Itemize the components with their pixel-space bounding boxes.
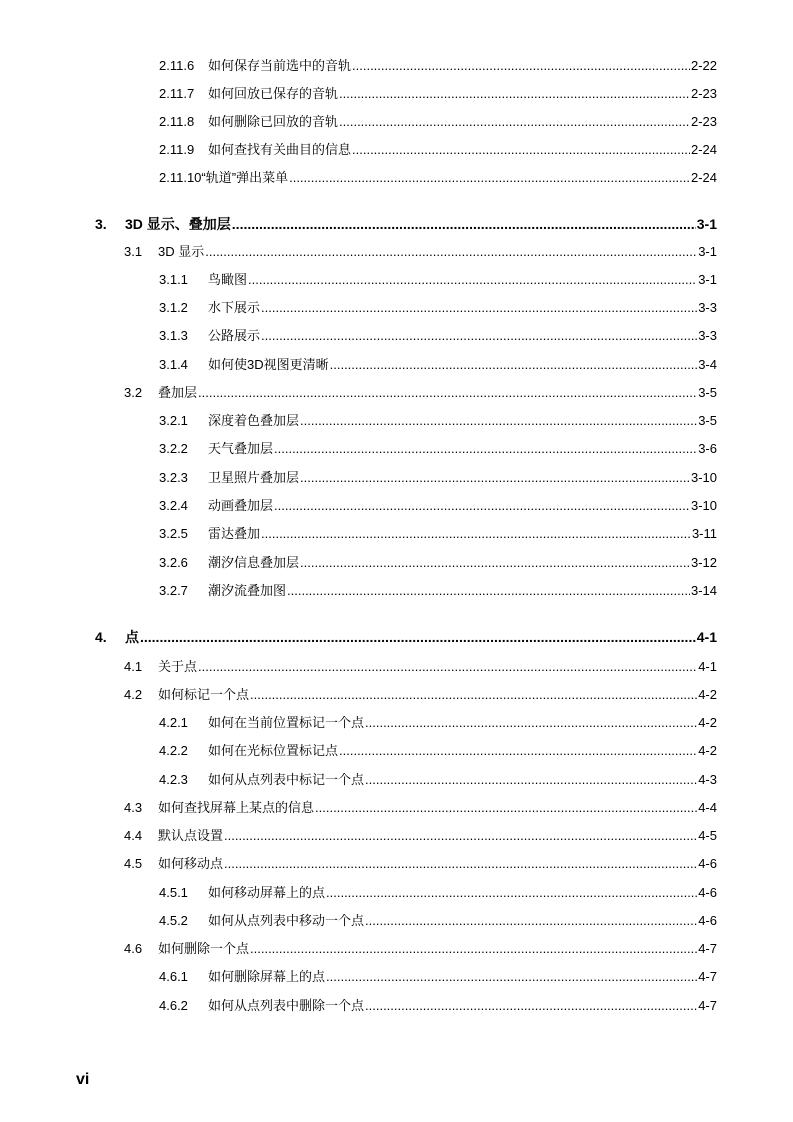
toc-leader-dots bbox=[140, 629, 696, 645]
toc-entry-title: 默认点设置 bbox=[158, 828, 224, 843]
toc-entry-number: 3.2 bbox=[124, 385, 143, 400]
toc-entry-title: 叠加层 bbox=[158, 385, 198, 400]
toc-entry[interactable] bbox=[159, 913, 717, 929]
toc-entry-title: 如何在当前位置标记一个点 bbox=[208, 715, 365, 730]
toc-entry-page: 3-6 bbox=[698, 441, 717, 456]
toc-entry-title: 如何删除屏幕上的点 bbox=[208, 969, 326, 984]
toc-entry-title: 水下展示 bbox=[208, 300, 261, 315]
toc-entry-title: 如何查找有关曲目的信息 bbox=[208, 142, 352, 157]
toc-entry-number: 3.1.2 bbox=[159, 300, 188, 315]
toc-entry-page: 4-7 bbox=[698, 998, 717, 1013]
toc-entry-number: 3.1.3 bbox=[159, 328, 188, 343]
toc-entry-page: 4-2 bbox=[698, 715, 717, 730]
toc-entry[interactable] bbox=[159, 498, 717, 514]
toc-leader-dots bbox=[198, 385, 697, 401]
toc-entry[interactable] bbox=[159, 86, 717, 102]
toc-entry-page: 3-4 bbox=[698, 357, 717, 372]
toc-entry-number: 4.2 bbox=[124, 687, 143, 702]
toc-leader-dots bbox=[224, 856, 697, 872]
toc-entry-number: 4.4 bbox=[124, 828, 143, 843]
toc-entry-page: 4-1 bbox=[696, 629, 717, 645]
toc-entry-title: 点 bbox=[125, 629, 139, 645]
toc-entry-title: 深度着色叠加层 bbox=[208, 413, 300, 428]
toc-entry-page: 4-7 bbox=[698, 969, 717, 984]
toc-leader-dots bbox=[300, 470, 690, 486]
toc-leader-dots bbox=[287, 583, 690, 599]
toc-entry-page: 4-2 bbox=[698, 743, 717, 758]
toc-entry[interactable] bbox=[159, 885, 717, 901]
toc-entry-title: 潮汐信息叠加层 bbox=[208, 555, 300, 570]
toc-entry-number: 3.1.1 bbox=[159, 272, 188, 287]
toc-entry[interactable] bbox=[159, 470, 717, 486]
toc-entry-page: 4-6 bbox=[698, 913, 717, 928]
toc-entry-title: 卫星照片叠加层 bbox=[208, 470, 300, 485]
toc-entry-page: 4-5 bbox=[698, 828, 717, 843]
toc-entry-page: 3-14 bbox=[690, 583, 717, 598]
toc-entry-page: 4-6 bbox=[698, 856, 717, 871]
toc-entry-title: 如何保存当前选中的音轨 bbox=[208, 58, 352, 73]
toc-entry[interactable] bbox=[124, 687, 717, 703]
toc-leader-dots bbox=[261, 328, 697, 344]
toc-leader-dots bbox=[198, 659, 697, 675]
toc-entry-page: 3-3 bbox=[698, 300, 717, 315]
toc-entry-title: 如何标记一个点 bbox=[158, 687, 250, 702]
toc-entry-page: 3-1 bbox=[698, 272, 717, 287]
toc-entry[interactable] bbox=[159, 114, 717, 130]
toc-leader-dots bbox=[250, 687, 697, 703]
toc-entry[interactable] bbox=[159, 441, 717, 457]
toc-entry-page: 3-1 bbox=[698, 244, 717, 259]
toc-entry-number: 3.2.5 bbox=[159, 526, 188, 541]
toc-leader-dots bbox=[205, 244, 697, 260]
toc-entry-number: 3.2.1 bbox=[159, 413, 188, 428]
toc-entry[interactable] bbox=[159, 772, 717, 788]
toc-entry-title: 如何在光标位置标记点 bbox=[208, 743, 339, 758]
toc-leader-dots bbox=[339, 743, 697, 759]
toc-leader-dots bbox=[315, 800, 697, 816]
toc-entry-number: 4.3 bbox=[124, 800, 143, 815]
toc-entry[interactable] bbox=[159, 715, 717, 731]
toc-entry-title: 如何从点列表中移动一个点 bbox=[208, 913, 365, 928]
toc-leader-dots bbox=[365, 913, 697, 929]
toc-leader-dots bbox=[232, 216, 696, 232]
toc-entry[interactable] bbox=[159, 272, 717, 288]
toc-entry-number: 3.2.4 bbox=[159, 498, 188, 513]
toc-entry-page: 3-3 bbox=[698, 328, 717, 343]
toc-entry-title: 鸟瞰图 bbox=[208, 272, 248, 287]
toc-entry-number: 2.11.7 bbox=[159, 86, 195, 101]
toc-leader-dots bbox=[365, 715, 697, 731]
toc-entry-title: 如何删除已回放的音轨 bbox=[208, 114, 339, 129]
toc-entry-page: 3-10 bbox=[690, 470, 717, 485]
toc-entry-title: 如何从点列表中标记一个点 bbox=[208, 772, 365, 787]
toc-entry-number: 3.2.6 bbox=[159, 555, 188, 570]
toc-entry[interactable] bbox=[159, 142, 717, 158]
toc-leader-dots bbox=[250, 941, 697, 957]
toc-entry-page: 3-5 bbox=[698, 413, 717, 428]
toc-entry-page: 3-11 bbox=[691, 526, 717, 541]
toc-entry[interactable] bbox=[159, 357, 717, 373]
toc-leader-dots bbox=[339, 114, 690, 130]
toc-entry[interactable] bbox=[124, 856, 717, 872]
toc-entry-title: 天气叠加层 bbox=[208, 441, 274, 456]
toc-entry[interactable] bbox=[159, 743, 717, 759]
toc-entry-page: 3-1 bbox=[696, 216, 717, 232]
toc-entry-title: 如何从点列表中删除一个点 bbox=[208, 998, 365, 1013]
toc-entry-title: 如何查找屏幕上某点的信息 bbox=[158, 800, 315, 815]
toc-entry-number: 4.5 bbox=[124, 856, 143, 871]
toc-entry-number: 4.6.1 bbox=[159, 969, 188, 984]
toc-entry[interactable] bbox=[159, 300, 717, 316]
toc-entry-page: 4-2 bbox=[698, 687, 717, 702]
toc-leader-dots bbox=[339, 86, 690, 102]
toc-entry-title: 关于点 bbox=[158, 659, 198, 674]
toc-entry-page: 2-24 bbox=[690, 142, 717, 157]
toc-entry[interactable] bbox=[159, 58, 717, 74]
toc-leader-dots bbox=[274, 498, 690, 514]
toc-entry-title: 3D 显示、叠加层 bbox=[125, 216, 231, 232]
toc-entry-page: 3-12 bbox=[690, 555, 717, 570]
toc-entry[interactable] bbox=[124, 244, 717, 260]
toc-entry-page: 2-23 bbox=[690, 86, 717, 101]
toc-entry-number: 4.6.2 bbox=[159, 998, 188, 1013]
toc-leader-dots bbox=[330, 357, 698, 373]
toc-entry[interactable] bbox=[159, 555, 717, 571]
toc-leader-dots bbox=[365, 998, 697, 1014]
toc-entry-number: 3.2.3 bbox=[159, 470, 188, 485]
toc-entry-number: 2.11.6 bbox=[159, 58, 195, 73]
toc-entry-title: 如何回放已保存的音轨 bbox=[208, 86, 339, 101]
toc-entry[interactable] bbox=[159, 170, 717, 186]
toc-leader-dots bbox=[248, 272, 697, 288]
toc-entry-title: 如何使3D视图更清晰 bbox=[208, 357, 329, 372]
toc-entry-number: 3. bbox=[95, 216, 107, 232]
toc-entry[interactable] bbox=[124, 800, 717, 816]
toc-leader-dots bbox=[261, 526, 691, 542]
toc-entry[interactable] bbox=[95, 216, 717, 232]
toc-entry-number: 4.1 bbox=[124, 659, 143, 674]
toc-entry-title: 如何移动屏幕上的点 bbox=[208, 885, 326, 900]
toc-leader-dots bbox=[300, 413, 697, 429]
toc-entry-title: 3D 显示 bbox=[158, 244, 205, 259]
toc-entry-page: 4-1 bbox=[698, 659, 717, 674]
toc-entry[interactable] bbox=[159, 998, 717, 1014]
toc-leader-dots bbox=[261, 300, 697, 316]
toc-leader-dots bbox=[224, 828, 697, 844]
toc-entry-page: 2-24 bbox=[690, 170, 717, 185]
toc-entry[interactable] bbox=[159, 969, 717, 985]
toc-entry[interactable] bbox=[124, 828, 717, 844]
toc-entry-title: 公路展示 bbox=[208, 328, 261, 343]
toc-entry-page: 4-6 bbox=[698, 885, 717, 900]
toc-entry[interactable] bbox=[124, 385, 717, 401]
toc-entry-number: 4.5.2 bbox=[159, 913, 188, 928]
toc-entry-number: 4.2.1 bbox=[159, 715, 188, 730]
page-number: vi bbox=[76, 1071, 90, 1088]
toc-entry-number: 4.5.1 bbox=[159, 885, 188, 900]
toc-leader-dots bbox=[326, 969, 697, 985]
toc-entry-number: 4. bbox=[95, 629, 107, 645]
toc-leader-dots bbox=[300, 555, 690, 571]
toc-leader-dots bbox=[326, 885, 697, 901]
toc-entry-number: 2.11.10 bbox=[159, 170, 202, 185]
toc-entry-title: 动画叠加层 bbox=[208, 498, 274, 513]
toc-entry-number: 4.2.3 bbox=[159, 772, 188, 787]
toc-entry-number: 3.2.7 bbox=[159, 583, 188, 598]
toc-entry-page: 3-10 bbox=[690, 498, 717, 513]
toc-leader-dots bbox=[352, 142, 690, 158]
toc-entry[interactable] bbox=[159, 328, 717, 344]
toc-entry[interactable] bbox=[124, 941, 717, 957]
toc-entry-page: 3-5 bbox=[698, 385, 717, 400]
toc-entry-number: 2.11.9 bbox=[159, 142, 195, 157]
toc-entry[interactable] bbox=[159, 526, 717, 542]
toc-entry-page: 2-22 bbox=[690, 58, 717, 73]
toc-entry-title: 如何删除一个点 bbox=[158, 941, 250, 956]
toc-entry-number: 3.2.2 bbox=[159, 441, 188, 456]
toc-entry[interactable] bbox=[159, 583, 717, 599]
toc-entry-title: 雷达叠加 bbox=[208, 526, 261, 541]
toc-entry-title: 潮汐流叠加图 bbox=[208, 583, 287, 598]
toc-entry-page: 4-4 bbox=[698, 800, 717, 815]
toc-leader-dots bbox=[352, 58, 690, 74]
toc-entry[interactable] bbox=[95, 629, 717, 645]
toc-entry-number: 4.6 bbox=[124, 941, 143, 956]
toc-entry-number: 4.2.2 bbox=[159, 743, 188, 758]
toc-entry-title: 如何移动点 bbox=[158, 856, 224, 871]
toc-leader-dots bbox=[274, 441, 697, 457]
toc-entry-page: 4-7 bbox=[698, 941, 717, 956]
toc-entry-number: 3.1 bbox=[124, 244, 143, 259]
toc-entry-number: 3.1.4 bbox=[159, 357, 188, 372]
toc-entry[interactable] bbox=[124, 659, 717, 675]
toc-leader-dots bbox=[365, 772, 697, 788]
toc-entry-title: “轨道”弹出菜单 bbox=[201, 170, 289, 185]
toc-entry-page: 2-23 bbox=[690, 114, 717, 129]
toc-entry-page: 4-3 bbox=[698, 772, 717, 787]
toc-entry[interactable] bbox=[159, 413, 717, 429]
toc-leader-dots bbox=[289, 170, 690, 186]
toc-entry-number: 2.11.8 bbox=[159, 114, 195, 129]
